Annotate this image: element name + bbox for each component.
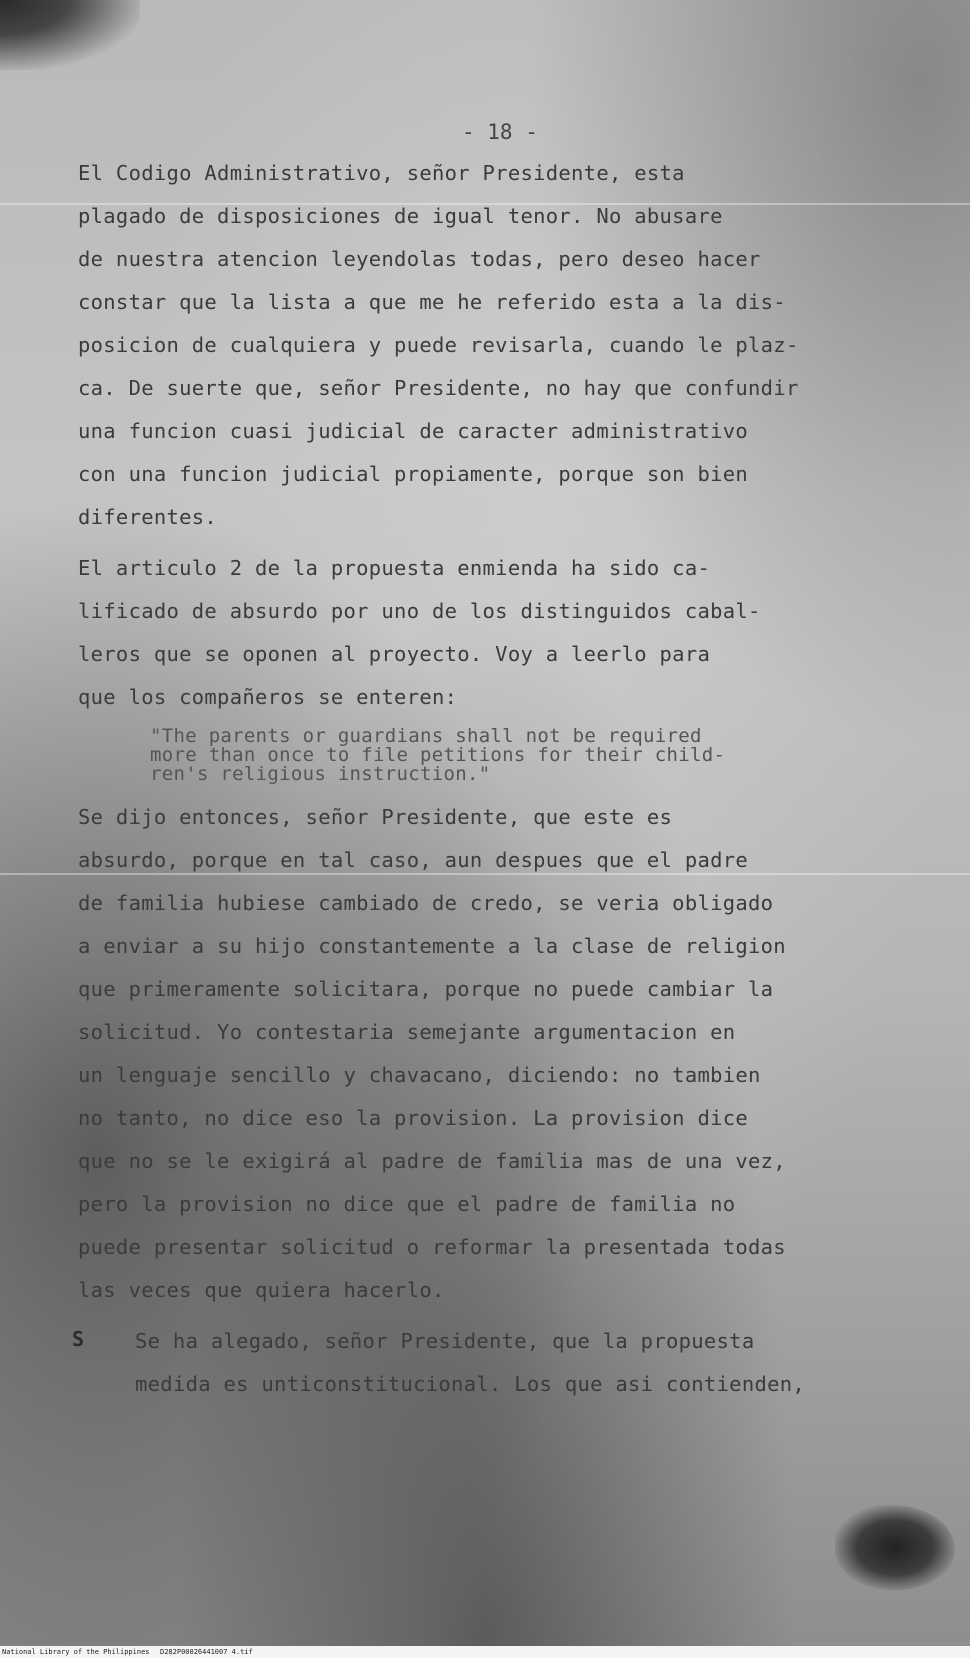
paragraph-4: Se ha alegado, señor Presidente, que la propuesta medida es unticonstitucional. Los que asi contienden, (135, 1329, 806, 1396)
scan-footer (0, 1646, 970, 1658)
page-number: - 18 - (462, 120, 538, 144)
paragraph-1: El Codigo Administrativo, señor Presidente, esta plagado de disposiciones de igual tenor. No abusare de nuestra atencion leyendolas todas, pero deseo hacer constar que la lista a que me he referido esta a la dis- posicion de cualquiera y puede revisarla, cuando le plaz- ca. De suerte que, señor Presidente, no hay que confundir una funcion cuasi judicial de caracter administrativo con una funcion judicial propiamente, porque son bien diferentes. (78, 161, 799, 529)
footer-file-id: D282P00026441007 4.tif (160, 1648, 253, 1656)
margin-mark: S (72, 1327, 85, 1351)
block-quote: "The parents or guardians shall not be required more than once to file petitions for their child- ren's religious instruction." (150, 725, 726, 785)
paragraph-3: Se dijo entonces, señor Presidente, que este es absurdo, porque en tal caso, aun despues que el padre de familia hubiese cambiado de credo, se veria obligado a enviar a su hijo constantemente a la clase de religion que primeramente solicitara, porque no puede cambiar la solicitud. Yo contestaria semejante argumentacion en un lenguaje sencillo y chavacano, diciendo: no tambien no tanto, no dice eso la provision. La provision dice que no se le exigirá al padre de familia mas de una vez, pero la provision no dice que el padre de familia no puede presentar solicitud o reformar la presentada todas las veces que quiera hacerlo. (78, 805, 786, 1302)
ink-blot (835, 1505, 955, 1590)
dark-corner-shadow (0, 0, 140, 70)
paragraph-2: El articulo 2 de la propuesta enmienda ha sido ca- lificado de absurdo por uno de los distinguidos cabal- leros que se oponen al proyecto. Voy a leerlo para que los compañeros se enteren: (78, 556, 761, 709)
footer-institution: National Library of the Philippines (2, 1648, 150, 1656)
